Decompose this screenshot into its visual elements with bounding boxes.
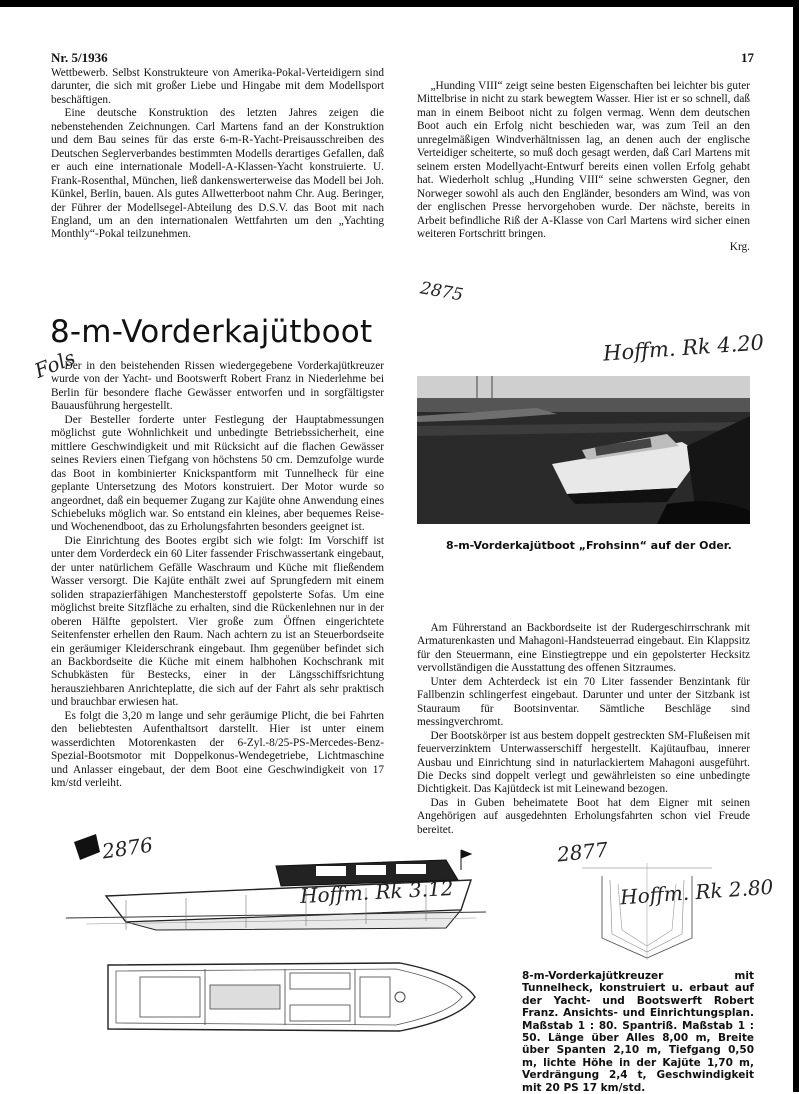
photo-caption: 8-m-Vorderkajütboot „Frohsinn“ auf der Oder.: [446, 539, 732, 552]
section-note-handwriting: Hoffm. Rk 2.80: [619, 874, 775, 910]
left-top-column: [51, 67, 384, 242]
top-border: [0, 0, 799, 7]
right-border: [793, 0, 799, 1092]
margin-handwriting: Fols: [31, 345, 79, 383]
photo-note-handwriting: Hoffm. Rk 4.20: [602, 330, 765, 366]
paragraph: Unter dem Achterdeck ist ein 70 Liter fassender Benzintank für Fallbenzin schlingerfest eingebaut. Darunter und unter der Sitzbank ist Stauraum für Bootsinventar. Sämtliche Beschläge sind messingverchromt.: [417, 675, 750, 729]
boat-photo-drawing: [417, 376, 750, 524]
drawing-caption: 8-m-Vorderkajütkreuzer mit Tunnelheck, konstruiert u. erbaut auf der Yacht- und Bootswerft Robert Franz. Ansichts- und Einrichtungsplan. Maßstab 1 : 80. Spantriß. Maßstab 1 : 50. Länge über Alles 8,00 m, Breite über Spanten 2,10 m, Tiefgang 0,50 m, lichte Höhe in der Kajüte 1,70 m, Verdrängung 2,4 t, Geschwindigkeit mit 20 PS 17 km/std.: [522, 970, 754, 1094]
page-number: 17: [741, 50, 754, 65]
issue-number: Nr. 5/1936: [51, 50, 108, 65]
left-main-column: [51, 360, 384, 791]
plan-view-drawing: [100, 955, 480, 1040]
right-main-column: [417, 622, 750, 837]
drawing-number-handwriting: 2876: [100, 832, 155, 864]
paragraph: „Hunding VIII“ zeigt seine besten Eigenschaften bei leichter bis guter Mittelbrise in nicht zu stark bewegtem Wasser. Hier ist er so schnell, daß man in einem Beiboot nicht zu folgen vermag. Wenn dem deutschen Boot auch ein Erfolg nicht beschieden war, was zum Teil an den unregelmäßigen Windverhältnissen lag, an denen auch der englische Verteidiger scheiterte, so muß doch gesagt werden, daß Carl Martens mit seinem ersten Modellyacht-Entwurf bereits einen vollen Erfolg gehabt hat. Wiederholt schlug „Hunding VIII“ seine schwersten Gegner, den Norweger sowohl als auch den Engländer, besonders am Wind, was von der englischen Presse hervorgehoben wurde. Der nächste, bereits in Arbeit befindliche Riß der A-Klasse von Carl Martens wird sicher einen weiteren Fortschritt bringen.: [417, 80, 750, 240]
paragraph: Der Bootskörper ist aus bestem doppelt gestreckten SM-Flußeisen mit feuerverzinktem Unterwasserschiff hergestellt. Kajütaufbau, innerer Ausbau und Einrichtung sind in naturlackiertem Mahagoni ausgeführt. Die Decks sind doppelt verlegt und gewährleisten so eine unbedingte Dichtigkeit. Das Kajütdeck ist mit Leinewand bezogen.: [417, 729, 750, 796]
boat-photo: [417, 376, 750, 524]
photo-number-handwriting: 2875: [418, 278, 465, 306]
paragraph: Eine deutsche Konstruktion des letzten Jahres zeigen die nebenstehenden Zeichnungen. Carl Martens fand an der Konstruktion und dem Bau seines für das erste 6-m-R-Yacht-Preisausschreiben des Deutschen Seglerverbandes bestimmten Modells derartiges Gefallen, daß er auch eine internationale Modell-A-Klassen-Yacht konstruierte. U. Frank-Rosenthal, München, ließ dankenswerterweise das Modell bei Joh. Künkel, Berlin, bauen. Als gutes Allwetterboot nahm Chr. Aug. Beringer, der Führer der Modellsegel-Abteilung des D.S.V. das Boot mit nach England, um an den internationalen Wettfahrten um den „Yachting Monthly“-Pokal teilzunehmen.: [51, 107, 384, 241]
paragraph: Es folgt die 3,20 m lange und sehr geräumige Plicht, die bei Fahrten den beliebtesten Aufenthaltsort darstellt. Hier ist unter einem wasserdichten Motorenkasten der 6-Zyl.-8/25-PS-Mercedes-Benz-Spezial-Bootsmotor mit Doppelkonus-Wendegetriebe, Lichtmaschine und Anlasser eingebaut, der dem Boot eine Geschwindigkeit von 17 km/std verleiht.: [51, 709, 384, 790]
paragraph: Der Besteller forderte unter Festlegung der Hauptabmessungen möglichst gute Wohnlichkeit und unbedingte Betriebssicherheit, eine mittlere Geschwindigkeit und mit Rücksicht auf die flachen Gewässer seines Reviers einen Tiefgang von höchstens 50 cm. Demzufolge wurde das Boot in kombinierter Knickspantform mit Tunnelheck für eine geplante Untersetzung des Motors konstruiert. Der Motor wurde so angeordnet, daß ein bequemer Zugang zur Kajüte ohne Anwendung eines Schiebeluks möglich war. So entstand ein kleines, aber bequemes Reise- und Wochenendboot, das zu Erholungsfahrten besonders geeignet ist.: [51, 413, 384, 534]
paragraph: Am Führerstand an Backbordseite ist der Rudergeschirrschrank mit Armaturenkasten und Mahagoni-Handsteuerrad eingebaut. Ein Klappsitz für den Steuermann, eine Einstiegtreppe und ein gepolsterter Hecksitz vervollständigen die Ausstattung des offenen Sitzraumes.: [417, 622, 750, 675]
author-signature: Krg.: [729, 241, 750, 254]
plan-view-layout: [100, 955, 480, 1040]
paragraph: Wettbewerb. Selbst Konstrukteure von Amerika-Pokal-Verteidigern sind darunter, die sich mit großer Liebe und Hingabe mit dem Modellsport beschäftigen.: [51, 67, 384, 106]
paragraph: Das in Guben beheimatete Boot hat dem Eigner mit seinen Angehörigen auf ausgedehnten Erholungsfahrten schon viel Freude bereitet.: [417, 796, 750, 836]
section-number-handwriting: 2877: [555, 837, 610, 867]
right-top-column: [417, 80, 750, 255]
paragraph: Die Einrichtung des Bootes ergibt sich wie folgt: Im Vorschiff ist unter dem Vorderdeck ein 60 Liter fassender Frischwassertank eingebaut, der unter natürlichem Gefälle Waschraum und Küche mit fließendem Wasser versorgt. Die Kajüte enthält zwei auf Sprungfedern mit einem soliden strapazierfähigen Manchesterstoff gepolsterte Sofas. Um eine möglichst breite Sitzfläche zu erhalten, sind die Rückenlehnen nur in der oberen Hälfte gepolstert. Vier große zum Öffnen eingerichtete Seitenfenster erhellen den Raum. Nach achtern zu ist an Steuerbordseite ein geräumiger Kleiderschrank eingebaut. Ihm gegenüber befindet sich an Backbordseite die Küche mit einem halbhohen Kochschrank mit Schubkästen für Bestecks, einer in der Längsschiffsrichtung herausziehbaren Anrichteplatte, die sich auf der Fahrt als sehr praktisch und brauchbar erwiesen hat.: [51, 534, 384, 709]
drawing-note-handwriting: Hoffm. Rk 3.12: [299, 876, 454, 908]
paragraph: Der in den beistehenden Rissen wiedergegebene Vorderkajütkreuzer wurde von der Yacht- und Bootswerft Robert Franz in Niederlehme bei Berlin für besondere flache Gewässer entworfen und in sorgfältigster Bauausführung hergestellt.: [51, 360, 384, 413]
article-title: 8-m-Vorderkajütboot: [50, 314, 373, 350]
